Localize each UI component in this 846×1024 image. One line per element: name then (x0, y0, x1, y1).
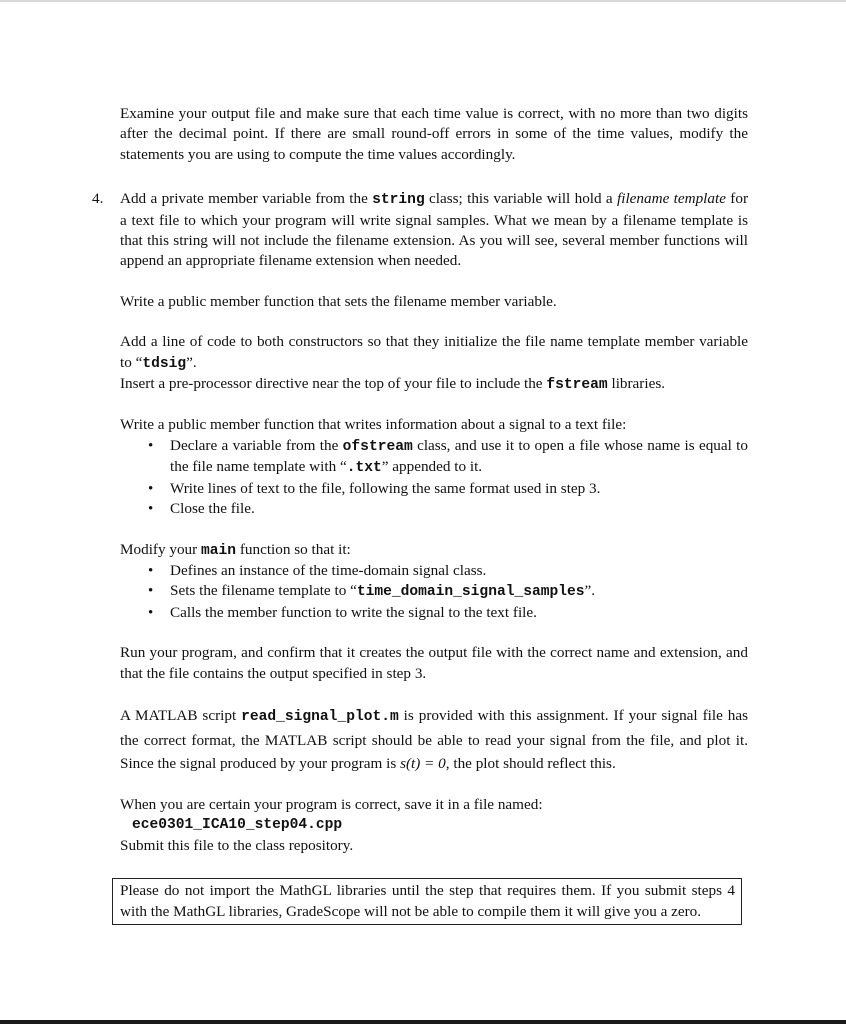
list-item: • Sets the filename template to “time_domain_signal_samples”. (170, 581, 748, 602)
bottom-rule (0, 1020, 846, 1024)
intro-paragraph: Examine your output file and make sure that each time value is correct, with no more than two digits after the decimal point. If there are small round-off errors in some of the time values, modify the statements you are using to compute the time values accordingly. (120, 105, 748, 163)
step4-paragraph-run: Run your program, and confirm that it creates the output file with the correct name and extension, and that the file contains the output specified in step 3. (120, 644, 748, 682)
code-ofstream: ofstream (342, 438, 413, 455)
notice-box (112, 878, 742, 925)
italic-filename-template: filename template (617, 190, 726, 208)
step4-paragraph-main-intro: Modify your main function so that it: (120, 540, 351, 559)
top-rule (0, 0, 846, 2)
step4-paragraph-save: When you are certain your program is correct, save it in a file named: (120, 795, 543, 813)
step-4 (92, 189, 748, 856)
math-expression: s(t) = 0 (400, 754, 446, 772)
step4-paragraph-preprocessor: Insert a pre-processor directive near the top of your file to include the fstream libraries. (120, 375, 666, 394)
code-string: string (372, 192, 425, 209)
step-number: 4. (92, 190, 104, 208)
list-item: • Write lines of text to the file, following the same format used in step 3. (170, 479, 748, 499)
step4-paragraph-matlab: A MATLAB script read_signal_plot.m is provided with this assignment. If your signal file has the correct format, the MATLAB script should be able to read your signal from the file, and plot it. Since the signal produced by your program is s(t) = 0, the plot should reflect this. (120, 706, 748, 772)
code-read-signal-plot: read_signal_plot.m (241, 708, 399, 725)
list-item: • Calls the member function to write the signal to the text file. (170, 603, 748, 623)
main-bullet-list (120, 561, 748, 623)
writer-bullet-list (120, 436, 748, 520)
filename-code: ece0301_ICA10_step04.cpp (132, 817, 343, 834)
code-fstream: fstream (546, 377, 608, 394)
list-item: • Close the file. (170, 499, 748, 519)
code-main: main (201, 542, 237, 559)
step4-paragraph-writer-intro: Write a public member function that writes information about a signal to a text file: (120, 416, 627, 434)
step4-paragraph-setter: Write a public member function that sets the filename member variable. (120, 292, 557, 310)
code-txt: .txt (346, 460, 382, 477)
step4-paragraph-member-variable: Add a private member variable from the string class; this variable will hold a filename template for a text file to which your program will write signal samples. What we mean by a filename template is that this string will not include the filename extension. As you will see, several member functions will append an appropriate filename extension when needed. (120, 190, 748, 270)
step4-paragraph-submit: Submit this file to the class repository. (120, 836, 354, 854)
list-item: • Declare a variable from the ofstream class, and use it to open a file whose name is equal to the file name template with “.txt” appended to it. (170, 436, 748, 479)
step4-paragraph-constructors: Add a line of code to both constructors so that they initialize the file name template member variable to “tdsig”. (120, 333, 748, 372)
list-item: • Defines an instance of the time-domain signal class. (170, 561, 748, 581)
document-page (92, 104, 748, 925)
notice-text: Please do not import the MathGL libraries until the step that requires them. If you submit steps 4 with the MathGL libraries, GradeScope will not be able to compile them it will give you a zero. (120, 882, 735, 920)
code-tdsig: tdsig (142, 355, 187, 372)
code-time-domain-signal-samples: time_domain_signal_samples (356, 584, 585, 601)
